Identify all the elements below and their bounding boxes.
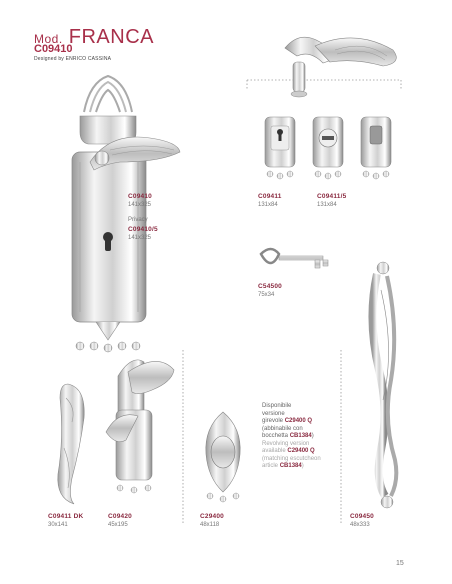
c54500-dims: 75x34 [258,292,275,298]
window-handle-image [98,352,178,502]
knob-plate-image [198,408,248,504]
note-it-line2: versione [262,410,285,417]
c09410-privacy-label: Privacy [128,217,148,223]
note-it-line1: Disponibile [262,403,292,409]
c09410-dims: 141x325 [128,202,152,208]
note-en-line2: available C29400 Q [262,448,315,454]
page-number: 15 [396,560,404,567]
model-name: FRANCA [68,26,154,48]
c09450-code: C09450 [350,513,374,520]
designer-credit: Designed by ENRICO CASSINA [34,56,112,62]
c09411-5-code: C09411/5 [317,193,347,200]
availability-note [262,403,328,471]
c09420-code: C09420 [108,513,132,520]
plate-handle-image [50,72,180,352]
note-en-line4: article CB1384) [262,463,304,469]
c29400-dims: 48x118 [200,522,220,528]
c09411-code: C09411 [258,193,282,200]
c09410-5-dims: 141x325 [128,235,152,241]
note-it-line4: (abbinabile con [262,425,303,432]
note-en-line3: (matching escutcheon [262,455,321,462]
note-en-line1: Revolving version [262,440,310,447]
key-image [257,244,337,278]
note-it-line5: bocchetta CB1384) [262,433,314,439]
dk-handle-image [50,378,90,508]
mod-prefix: Mod. [34,32,63,46]
escutcheon-keyhole-image [262,114,298,184]
escutcheon-indicator-image [310,114,346,184]
c09410-5-code: C09410/5 [128,226,158,233]
escutcheon-thumbturn-image [358,114,394,184]
c09411dk-code: C09411 DK [48,513,84,520]
c09411-5-dims: 131x84 [317,202,337,208]
c09411-dims: 131x84 [258,202,278,208]
c09411dk-dims: 30x141 [48,522,68,528]
c54500-code: C54500 [258,283,282,290]
note-it-line3: girevole C29400 Q [262,418,313,424]
header-code: C09410 [34,43,73,55]
rose-handle-image [275,28,405,98]
c29400-code: C29400 [200,513,224,520]
pull-handle-image [365,260,415,510]
c09420-dims: 45x195 [108,522,128,528]
c09450-dims: 48x333 [350,522,370,528]
c09410-code: C09410 [128,193,152,200]
